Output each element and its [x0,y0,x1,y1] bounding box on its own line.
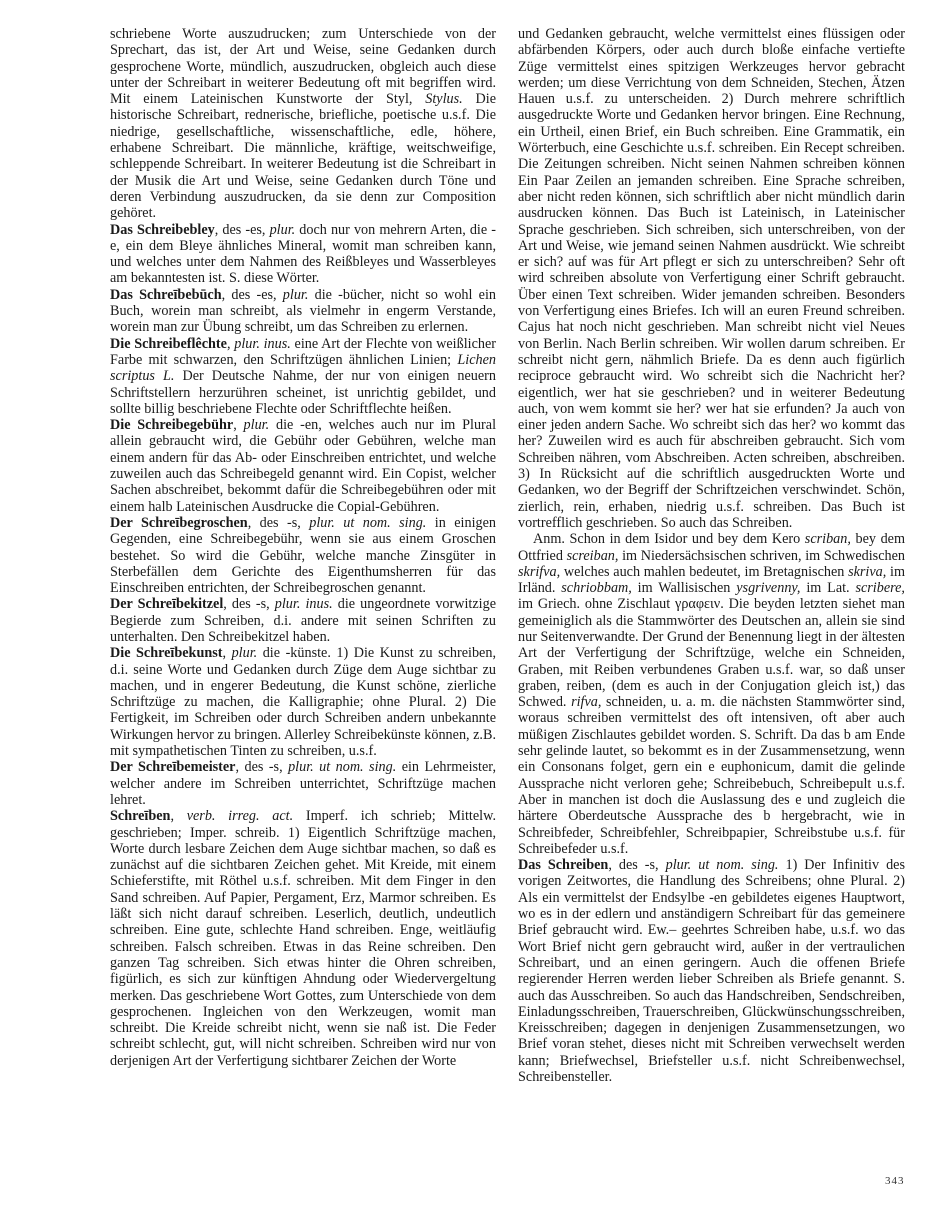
text-run: , des -es, [221,286,283,303]
text-run: , [170,808,187,825]
text-run: , des -s, [247,514,310,531]
entry-headword: Das Schreībebūch [110,286,222,303]
entry-paragraph [518,26,905,531]
italic-run: plur. ut nom. sing. [665,857,779,874]
text-run: , [222,645,232,662]
italic-run: scribere, [855,580,905,597]
text-run: welches auch mahlen bedeutet, im Bretagnischen [560,563,849,580]
text-run: , des -s, [223,596,275,613]
text-run: , [233,417,244,434]
text-run: die -en, welches auch nur im Plural allein gebraucht wird, die Gebühr oder Gebühren, welche man einem andern für das Ab- oder Einschreiben entrichtet, und welche zuweilen auch das Schreibegeld genannt wird. Ein Copist, welcher Sachen abschreibet, bekommt dafür die Schreibegebühren oder mit einem halb Lateinischen Ausdrucke die Copial-Gebühren. [110,417,497,515]
entry-paragraph [518,531,905,857]
text-run: doch nur von mehrern Arten, die -e, ein dem Bleye ähnliches Mineral, womit man schreiben kann, und welches unter dem Nahmen des Reißbleyes und Wasserbleyes am bekanntesten ist. S. diese Wörter. [110,221,496,287]
text-run: im Griech. ohne Zischlaut γραφειν. Die beyden letzten siehet man gemeiniglich als die Stammwörter des Deutschen an, allein sie sind nur Seitenverwandte. Der Grund der Benennung liegt in der ältesten Art der Verfertigung der Schriftzüge, welche ein Schneiden, Graben, mit Reiben verbundenes Graben u.s.f. war, so daß unser graben, reiben, (dem es auch in der Conjugation gleich ist,) das Schwed. [518,596,905,711]
italic-run: screiban, [566,547,619,564]
entry-headword: Der Schreībegroschen [110,514,248,531]
dictionary-entry [110,596,496,645]
text-run: , des -s, [608,857,666,874]
italic-run: plur. [243,417,270,434]
text-run: , des -es, [214,221,270,238]
text-run: die -bücher, nicht so wohl ein Buch, worein man schreibt, als vielmehr in engerm Verstande, worein man zur Übung schreibt, um das Schreiben zu erlernen. [110,286,496,336]
text-run: Anm. Schon in dem Isidor und bey dem Kero [533,531,805,548]
italic-run: plur. ut nom. sing. [309,514,427,531]
italic-run: verb. irreg. act. [186,808,294,825]
italic-run: skrifva, [518,563,561,580]
entry-headword: Das Schreiben [518,857,609,874]
italic-run: skriva, [848,563,887,580]
italic-run: plur. [282,286,309,303]
left-column [110,26,496,1069]
entry-headword: Der Schreībemeister [110,759,236,776]
dictionary-entry [110,222,496,287]
text-run: ein Lehrmeister, welcher andere im Schreiben unterrichtet, Schriftzüge machen lehret. [110,759,496,808]
entry-headword: Schreīben [110,808,171,825]
italic-run: ysgrivenny, [736,580,801,597]
text-run: im Niedersächsischen schriven, im Schwedischen [618,547,905,564]
text-run: im Irländ. [518,563,905,597]
text-run: schriebene Worte auszudrucken; zum Unterschiede von der Sprechart, das ist, der Art und Weise, seine Gedanken durch gesprochene Worte, mündlich, auszudrucken, obgleich auch diese unter der Schreibart in weiterer Bedeutung oft mit begriffen wird. Mit einem Lateinischen Kunstworte der Styl, [110,26,496,108]
italic-run: rifva, [571,694,602,711]
dictionary-entry [110,808,496,1069]
text-run: im Wallisischen [631,580,737,597]
italic-run: schriobbam, [561,580,632,597]
text-run: , des -s, [235,759,289,776]
text-run: 1) Der Infinitiv des vorigen Zeitwortes, die Handlung des Schreibens; ohne Plural. 2) Als ein vermittelst der Endsylbe -en gebildetes eigenes Hauptwort, wo es in der edlern und anständigern Schreibart für das gemeinere Brief gebraucht wird. Ew.– geehrtes Schreiben habe, u.s.f. wo das Wort Brief nicht gern gebraucht wird, außer in der vertraulichen Schreibart, und an einen geringern. Auch die offenen Briefe regierender Herren werden lieber Schreiben als Briefe genannt. S. auch das Ausschreiben. So auch das Handschreiben, Sendschreiben, Einladungsschreiben, Trauerschreiben, Glückwünschungsschreiben, Kreisschreiben; dagegen in denjenigen Zusammensetzungen, wo Brief voran stehet, dieses nicht mit Schreiben verwechselt werden kann; Briefwechsel, Briefsteller u.s.f. nicht Schreibenwechsel, Schreibensteller. [518,857,905,1085]
dictionary-entry [110,336,496,417]
text-run: im Lat. [800,580,856,597]
entry-headword: Die Schreibegebühr [110,417,234,434]
text-run: bey dem Ottfried [518,531,905,564]
dictionary-entry [110,287,496,336]
text-run: Der Deutsche Nahme, der nur von einigen neuern Schriftstellern herzurühren scheinet, ist unrichtig gebildet, und sollte billig beschriebene Flechte oder Schriftflechte heißen. [110,368,496,417]
text-run: die -künste. 1) Die Kunst zu schreiben, d.i. seine Worte und Gedanken durch Züge dem Auge sichtbar zu machen, und in engerer Bedeutung, die Kunst schöne, zierliche Schriftzüge zu machen, die Kalligraphie; ohne Plural. 2) Die Fertigkeit, im Schreiben oder durch Schreiben andern unbekannte Wirkungen hervor zu bringen. Allerley Schreibekünste können, z.B. mit sympathetischen Tinten zu schreiben, u.s.f. [110,645,496,760]
text-run: schneiden, u. a. m. die nächsten Stammwörter sind, woraus schreiben vermittelst des oft intensiven, oft aber auch müßigen Zischlautes gebildet worden. S. Schrift. Da das b am Ende sehr gelinde lautet, so bekommt es in der Zusammensetzung, wenn ein Consonans folget, gern ein e euphonicum, damit die gelinde Aussprache nicht verloren gehe; Schreibebuch, Schreibepult u.s.f. Aber in manchen ist doch die Auslassung des e und zugleich die härtere Oberdeutsche Aussprache des b hergebracht, wie in Schreibfeder, Schreibfehler, Schreibpapier, Schreibstube u.s.f. für Schreibefeder u.s.f. [518,694,905,857]
entry-paragraph [110,26,496,222]
dictionary-entry [518,857,905,1085]
text-run: eine Art der Flechte von weißlicher Farbe mit schwarzen, den Schriftzügen ähnlichen Linien; [110,335,497,368]
text-run: Die historische Schreibart, rednerische, briefliche, poetische u.s.f. Die niedrige, gesellschaftliche, wissenschaftliche, edle, höhere, erhabene Schreibart. Die männliche, kräftige, weitschweifige, schleppende Schreibart. In weiterer Bedeutung ist die Schreibart in der Musik die Art und Weise, seine Gedanken durch Töne und deren Verbindung auszudrucken, da sie denn zur Composition gehöret. [110,91,496,222]
text-run: die ungeordnete vorwitzige Begierde zum Schreiben, d.i. andere mit seinen Schriften zu unterhalten. Den Schreibekitzel haben. [110,596,496,645]
entry-headword: Die Schreibeflêchte [110,335,227,352]
text-run: und Gedanken gebraucht, welche vermittelst eines flüssigen oder abfärbenden Körpers, oder auch durch bloße einfache vertiefte Züge vermittelst eines spitzigen Werkzeuges hervor gebracht werden; um diese Verrichtung von dem Schneiden, Stechen, Ätzen Hauen u.s.f. zu unterscheiden. 2) Durch mehrere schriftlich ausgedruckte Worte und Gedanken hervor bringen. Eine Rechnung, ein Urtheil, einen Brief, ein Buch schreiben. Eine Grammatik, ein Wörterbuch, eine Geschichte u.s.f. schreiben. Ein Recept schreiben. Die Zeitungen schreiben. Nicht seinen Nahmen schreiben können Ein Paar Zeilen an jemanden schreiben. Eine Sprache schreiben, aber nicht reden können, sich schriftlich aber nicht mündlich darin ausdrucken können. Das Buch ist Lateinisch, in Lateinischer Sprache geschrieben. Sich schreiben, sich unterschreiben, von der Art und Weise, wie jemand seinen Nahmen ausdrückt. Wie schreibt er sich? auf was für Art pflegt er sich zu unterschreiben? Sehr oft wird schreiben absolute von Verfertigung einer Schrift gebraucht. Über einen Text schreiben. Wider jemanden schreiben. Besonders von Verfertigung eines Briefes. Ich will an euren Freund schreiben. Cajus hat noch nicht geschrieben. Man schreibt nicht viel Neues von Berlin. Nach Berlin schreiben. Wir wollen darum schreiben. Er schreibt nicht gern, nähmlich Briefe. Da es denn auch figürlich reciproce gebraucht wird. Wo schreibt sich die Nachricht her? eigentlich, wer hat sie geschrieben? und in weiterer Bedeutung auch, von wem kommt sie her? wer hat sie erfunden? Ja auch von einer jeden andern Sache. Wo schreibt sich das her? wo kommt das her? Zuweilen wird es auch für abschreiben gebraucht. Sich vom Schreiben nähren, vom Abschreiben. Acten schreiben, abschreiben. 3) In Rücksicht auf die schriftlich ausgedruckten Worte und Gedanken, wo der Begriff der Schriftzeichen verschwindet. Schön, zierlich, rein, erhaben, niedrig u.s.f. schreiben. Das Buch ist vortrefflich geschrieben. So auch das Schreiben. [518,26,905,531]
italic-run: plur. ut nom. sing. [288,759,397,776]
dictionary-entry [110,515,496,596]
dictionary-entry [110,645,496,759]
italic-run: plur. inus. [234,335,291,352]
italic-run: plur. inus. [274,596,333,613]
text-run: Imperf. ich schrieb; Mittelw. geschrieben; Imper. schreib. 1) Eigentlich Schriftzüge machen, Worte durch lesbare Zeichen dem Auge sichtbar machen, so daß es zunächst auf die sichtbaren Zeichen gehet. Mit Kreide, mit einem Schieferstifte, mit Röthel u.s.f. schreiben. Mit dem Finger in den Sand schreiben. Auf Papier, Pergament, Erz, Marmor schreiben. Es läßt sich nicht darauf schreiben. Leserlich, deutlich, undeutlich schreiben. Eine gute, schlechte Hand schreiben. Enge, weitläufig schreiben. Falsch schreiben. Etwas in das Reine schreiben. Den ganzen Tag schreiben. Sich etwas hinter die Ohren schreiben, figürlich, es sich zur künftigen Ahndung oder Wiedervergeltung merken. Das geschriebene Wort Gottes, zum Unterschiede von dem gesprochenen. Ingleichen von den Werkzeugen, womit man schreibt. Die Kreide schreibt nicht, wenn sie naß ist. Die Feder schreibt schlecht, gut, will nicht schreiben. Schreiben wird nur von derjenigen Art der Verfertigung sichtbarer Zeichen der Worte [110,808,496,1069]
dictionary-entry [110,759,496,808]
italic-run: Lichen scriptus L. [110,351,496,385]
italic-run: scriban, [804,531,851,548]
page-number: 343 [885,1175,905,1187]
italic-run: plur. [231,645,258,662]
italic-run: Stylus. [425,91,463,108]
entry-headword: Die Schreībekunst [110,645,223,662]
text-run: , [226,335,235,352]
entry-headword: Der Schreībekitzel [110,596,224,613]
italic-run: plur. [269,221,296,238]
right-column [518,26,905,1085]
dictionary-entry [110,417,496,515]
entry-headword: Das Schreibebley [110,221,215,238]
text-run: in einigen Gegenden, eine Schreibegebühr, wenn sie aus einem Groschen bestehet. So wird die Gebühr, welche manche Zinsgüter in Sterbefällen dem Gerichte des Eigenthumsherren für das Einschreiben entrichten, der Schreibegroschen genannt. [110,514,496,597]
